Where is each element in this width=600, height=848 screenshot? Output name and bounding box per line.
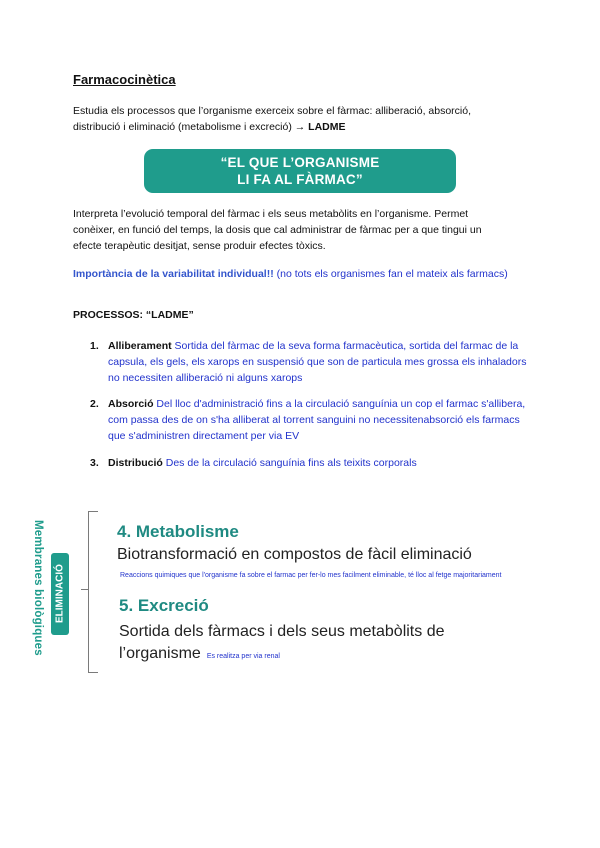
process-number: 1.	[90, 340, 99, 352]
banner-line-2: LI FA AL FÀRMAC”	[237, 172, 363, 187]
process-item	[90, 396, 530, 444]
process-number: 2.	[90, 398, 99, 410]
excretion-text: Sortida dels fàrmacs i dels seus metabòlits de l’organisme	[119, 623, 445, 662]
intro-paragraph	[73, 103, 513, 135]
intro-text: Estudia els processos que l’organisme exerceix sobre el fàrmac: alliberació, absorció, distribució i eliminació (metabolisme i excreció) →	[73, 105, 472, 133]
excretion-heading: 5. Excreció	[119, 596, 209, 615]
metabolism-heading: 4. Metabolisme	[117, 522, 239, 541]
process-description: Des de la circulació sanguínia fins als teixits corporals	[162, 457, 417, 469]
process-item	[90, 455, 530, 471]
process-item	[90, 338, 530, 386]
elimination-tag: ELIMINACIÓ	[51, 553, 69, 635]
process-description: Del lloc d'administració fins a la circulació sanguínia un cop el farmac s'allibera, com passa des de on s'ha alliberat al torrent sanguini no necessitenabsorció els farmacs que s'administren directament per via EV	[108, 398, 526, 442]
process-number: 3.	[90, 457, 99, 469]
interpretation-paragraph: Interpreta l’evolució temporal del fàrmac i els seus metabòlits en l’organisme. Permet conèixer, en funció del temps, la dosis que cal administrar de fàrmac per a que tingui un efecte terapèutic desitjat, sense produir efectes tòxics.	[73, 208, 482, 252]
membranes-label: Membranes biològiques	[32, 520, 44, 656]
excretion-note: Es realitza per via renal	[206, 653, 280, 660]
intro-bold: LADME	[308, 121, 346, 133]
process-name: Absorció	[108, 398, 154, 410]
process-description: Sortida del fàrmac de la seva forma farmacèutica, sortida del farmac de la capsula, els gels, els xarops en suspensió que son de particula mes grossa els inhaladors no necessiten alliberació ni alguns xarops	[108, 340, 527, 384]
metabolism-note: Reaccions quimiques que l'organisme fa sobre el farmac per fer-lo mes facilment eliminable, té lloc al fetge majoritariament	[120, 572, 502, 579]
processes-title: PROCESSOS: “LADME”	[73, 309, 194, 321]
importance-rest: (no tots els organismes fan el mateix als farmacs)	[273, 268, 508, 280]
metabolism-text: Biotransformació en compostos de fàcil eliminació	[117, 546, 472, 563]
page-title: Farmacocinètica	[73, 72, 176, 87]
bracket-divider	[88, 511, 103, 673]
importance-note	[73, 266, 513, 282]
process-name: Alliberament	[108, 340, 172, 352]
quote-banner	[144, 149, 456, 193]
banner-line-1: “EL QUE L’ORGANISME	[220, 155, 380, 170]
process-name: Distribució	[108, 457, 163, 469]
excretion-block	[119, 621, 519, 668]
importance-strong: Importància de la variabilitat individual!!	[73, 268, 274, 280]
